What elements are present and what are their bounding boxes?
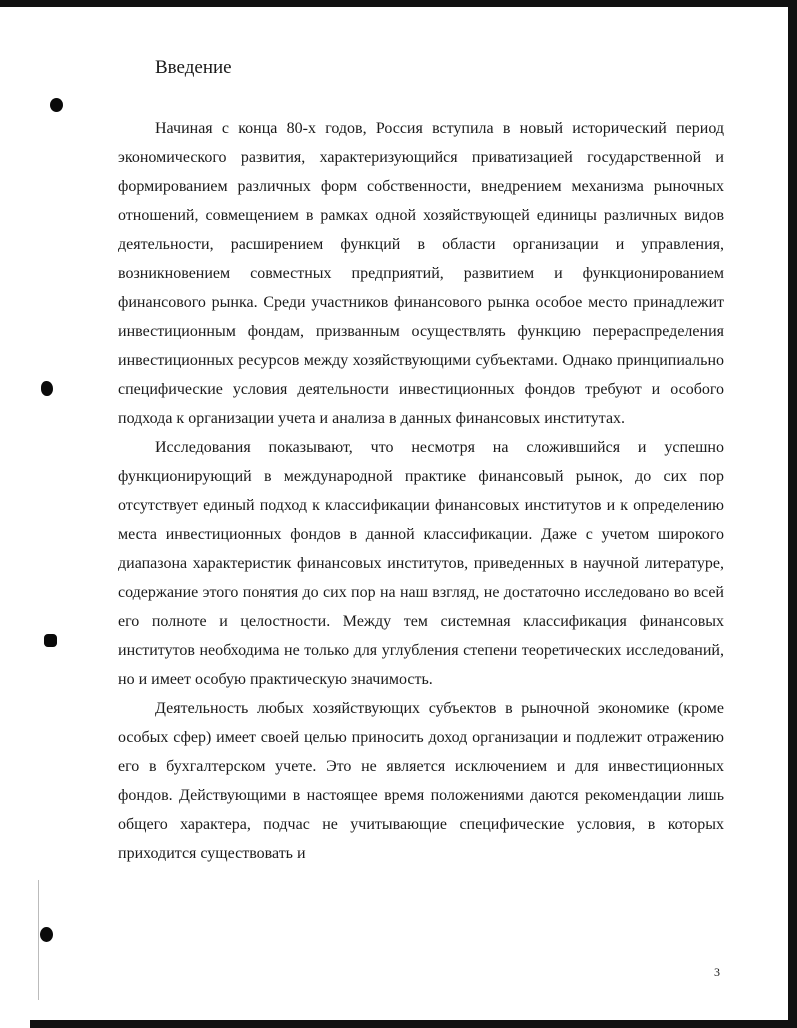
scan-border-top	[0, 0, 797, 7]
page-number: 3	[714, 965, 720, 979]
punch-hole-mark	[40, 927, 53, 942]
scan-border-bottom	[30, 1020, 797, 1028]
paragraph: Деятельность любых хозяйствующих субъектов в рыночной экономике (кроме особых сфер) имеет своей целью приносить доход организации и подлежит отражению его в бухгалтерском учете. Это не является исключением и для инвестиционных фондов. Действующими в настоящее время положениями даются рекомендации лишь общего характера, подчас не учитывающие специфические условия, в которых приходится существовать и	[118, 700, 724, 862]
body-text	[118, 114, 724, 868]
punch-hole-mark	[50, 98, 63, 112]
punch-hole-mark	[41, 381, 53, 396]
paragraph: Начиная с конца 80-х годов, Россия вступила в новый исторический период экономического развития, характеризующийся приватизацией государственной и формированием различных форм собственности, внедрением механизма рыночных отношений, совмещением в рамках одной хозяйствующей единицы различных видов деятельности, расширением функций в области организации и управления, возникновением совместных предприятий, развитием и функционированием финансового рынка. Среди участников финансового рынка особое место принадлежит инвестиционным фондам, призванным осуществлять функцию перераспределения инвестиционных ресурсов между хозяйствующими субъектами. Однако принципиально специфические условия деятельности инвестиционных фондов требуют и особого подхода к организации учета и анализа в данных финансовых институтах.	[118, 120, 724, 427]
page-heading: Введение	[155, 57, 232, 78]
scan-edge-line	[38, 880, 39, 1000]
scan-border-right	[788, 0, 797, 1028]
paragraph: Исследования показывают, что несмотря на сложившийся и успешно функционирующий в международной практике финансовый рынок, до сих пор отсутствует единый подход к классификации финансовых институтов и к определению места инвестиционных фондов в данной классификации. Даже с учетом широкого диапазона характеристик финансовых институтов, приведенных в научной литературе, содержание этого понятия до сих пор на наш взгляд, не достаточно исследовано во всей его полноте и целостности. Между тем системная классификация финансовых институтов необходима не только для углубления степени теоретических исследований, но и имеет особую практическую значимость.	[118, 439, 724, 688]
punch-hole-mark	[44, 634, 57, 647]
